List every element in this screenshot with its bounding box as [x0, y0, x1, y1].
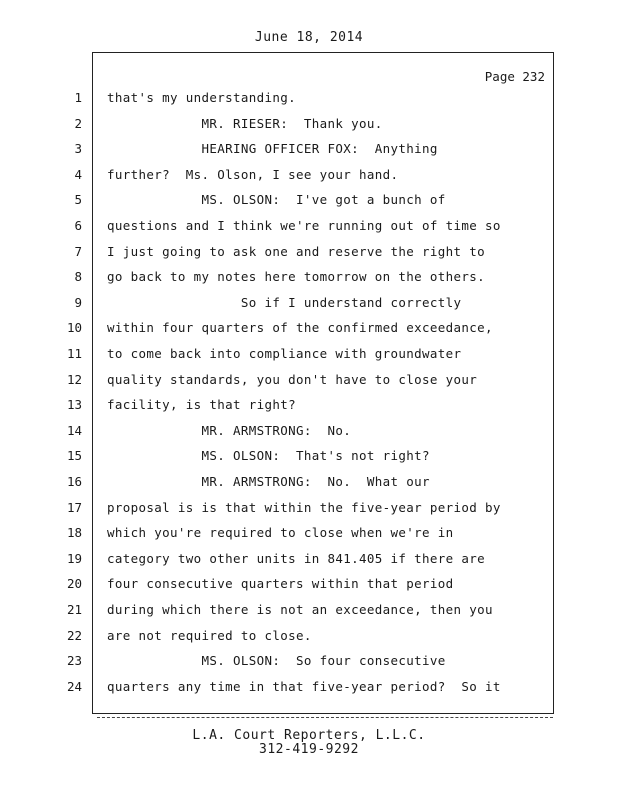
line-number: 24	[66, 679, 82, 694]
page-number: Page 232	[484, 69, 545, 84]
line-number: 11	[66, 346, 82, 361]
transcript-line: MS. OLSON: I've got a bunch of	[107, 192, 446, 207]
transcript-line: category two other units in 841.405 if there are	[107, 551, 486, 566]
transcript-line: that's my understanding.	[107, 90, 297, 105]
transcript-line: I just going to ask one and reserve the right to	[107, 244, 486, 259]
line-number: 5	[74, 192, 82, 207]
line-number: 2	[74, 116, 82, 131]
line-number: 4	[74, 167, 82, 182]
line-number: 23	[66, 653, 82, 668]
transcript-line: MR. ARMSTRONG: No. What our	[107, 474, 430, 489]
transcript-line: four consecutive quarters within that period	[107, 576, 454, 591]
line-number: 7	[74, 244, 82, 259]
footer-company: L.A. Court Reporters, L.L.C.	[192, 728, 426, 743]
line-number: 6	[74, 218, 82, 233]
header-date: June 18, 2014	[254, 30, 364, 45]
line-number: 22	[66, 628, 82, 643]
transcript-line: MS. OLSON: That's not right?	[107, 448, 430, 463]
transcript-line: So if I understand correctly	[107, 295, 462, 310]
transcript-line: quality standards, you don't have to close your	[107, 372, 478, 387]
transcript-line: facility, is that right?	[107, 397, 297, 412]
footer-phone: 312-419-9292	[259, 742, 359, 757]
transcript-line: further? Ms. Olson, I see your hand.	[107, 167, 399, 182]
transcript-line: within four quarters of the confirmed exceedance,	[107, 320, 493, 335]
line-number: 3	[74, 141, 82, 156]
transcript-line: to come back into compliance with groundwater	[107, 346, 462, 361]
transcript-line: proposal is is that within the five-year period by	[107, 500, 501, 515]
line-number: 19	[66, 551, 82, 566]
transcript-line: during which there is not an exceedance, then you	[107, 602, 493, 617]
line-number: 14	[66, 423, 82, 438]
line-number: 8	[74, 269, 82, 284]
transcript-line: MS. OLSON: So four consecutive	[107, 653, 446, 668]
line-number: 17	[66, 500, 82, 515]
transcript-line: quarters any time in that five-year period? So it	[107, 679, 501, 694]
transcript-line: HEARING OFFICER FOX: Anything	[107, 141, 438, 156]
transcript-line: MR. ARMSTRONG: No.	[107, 423, 352, 438]
line-number: 9	[74, 295, 82, 310]
line-number: 18	[66, 525, 82, 540]
transcript-line: are not required to close.	[107, 628, 312, 643]
line-number: 12	[66, 372, 82, 387]
transcript-line: MR. RIESER: Thank you.	[107, 116, 383, 131]
line-number: 21	[66, 602, 82, 617]
transcript-line: go back to my notes here tomorrow on the others.	[107, 269, 486, 284]
transcript-line: which you're required to close when we're in	[107, 525, 454, 540]
line-number: 10	[66, 320, 82, 335]
line-number: 1	[74, 90, 82, 105]
line-number: 16	[66, 474, 82, 489]
line-number: 15	[66, 448, 82, 463]
line-number: 13	[66, 397, 82, 412]
line-number: 20	[66, 576, 82, 591]
transcript-line: questions and I think we're running out of time so	[107, 218, 501, 233]
